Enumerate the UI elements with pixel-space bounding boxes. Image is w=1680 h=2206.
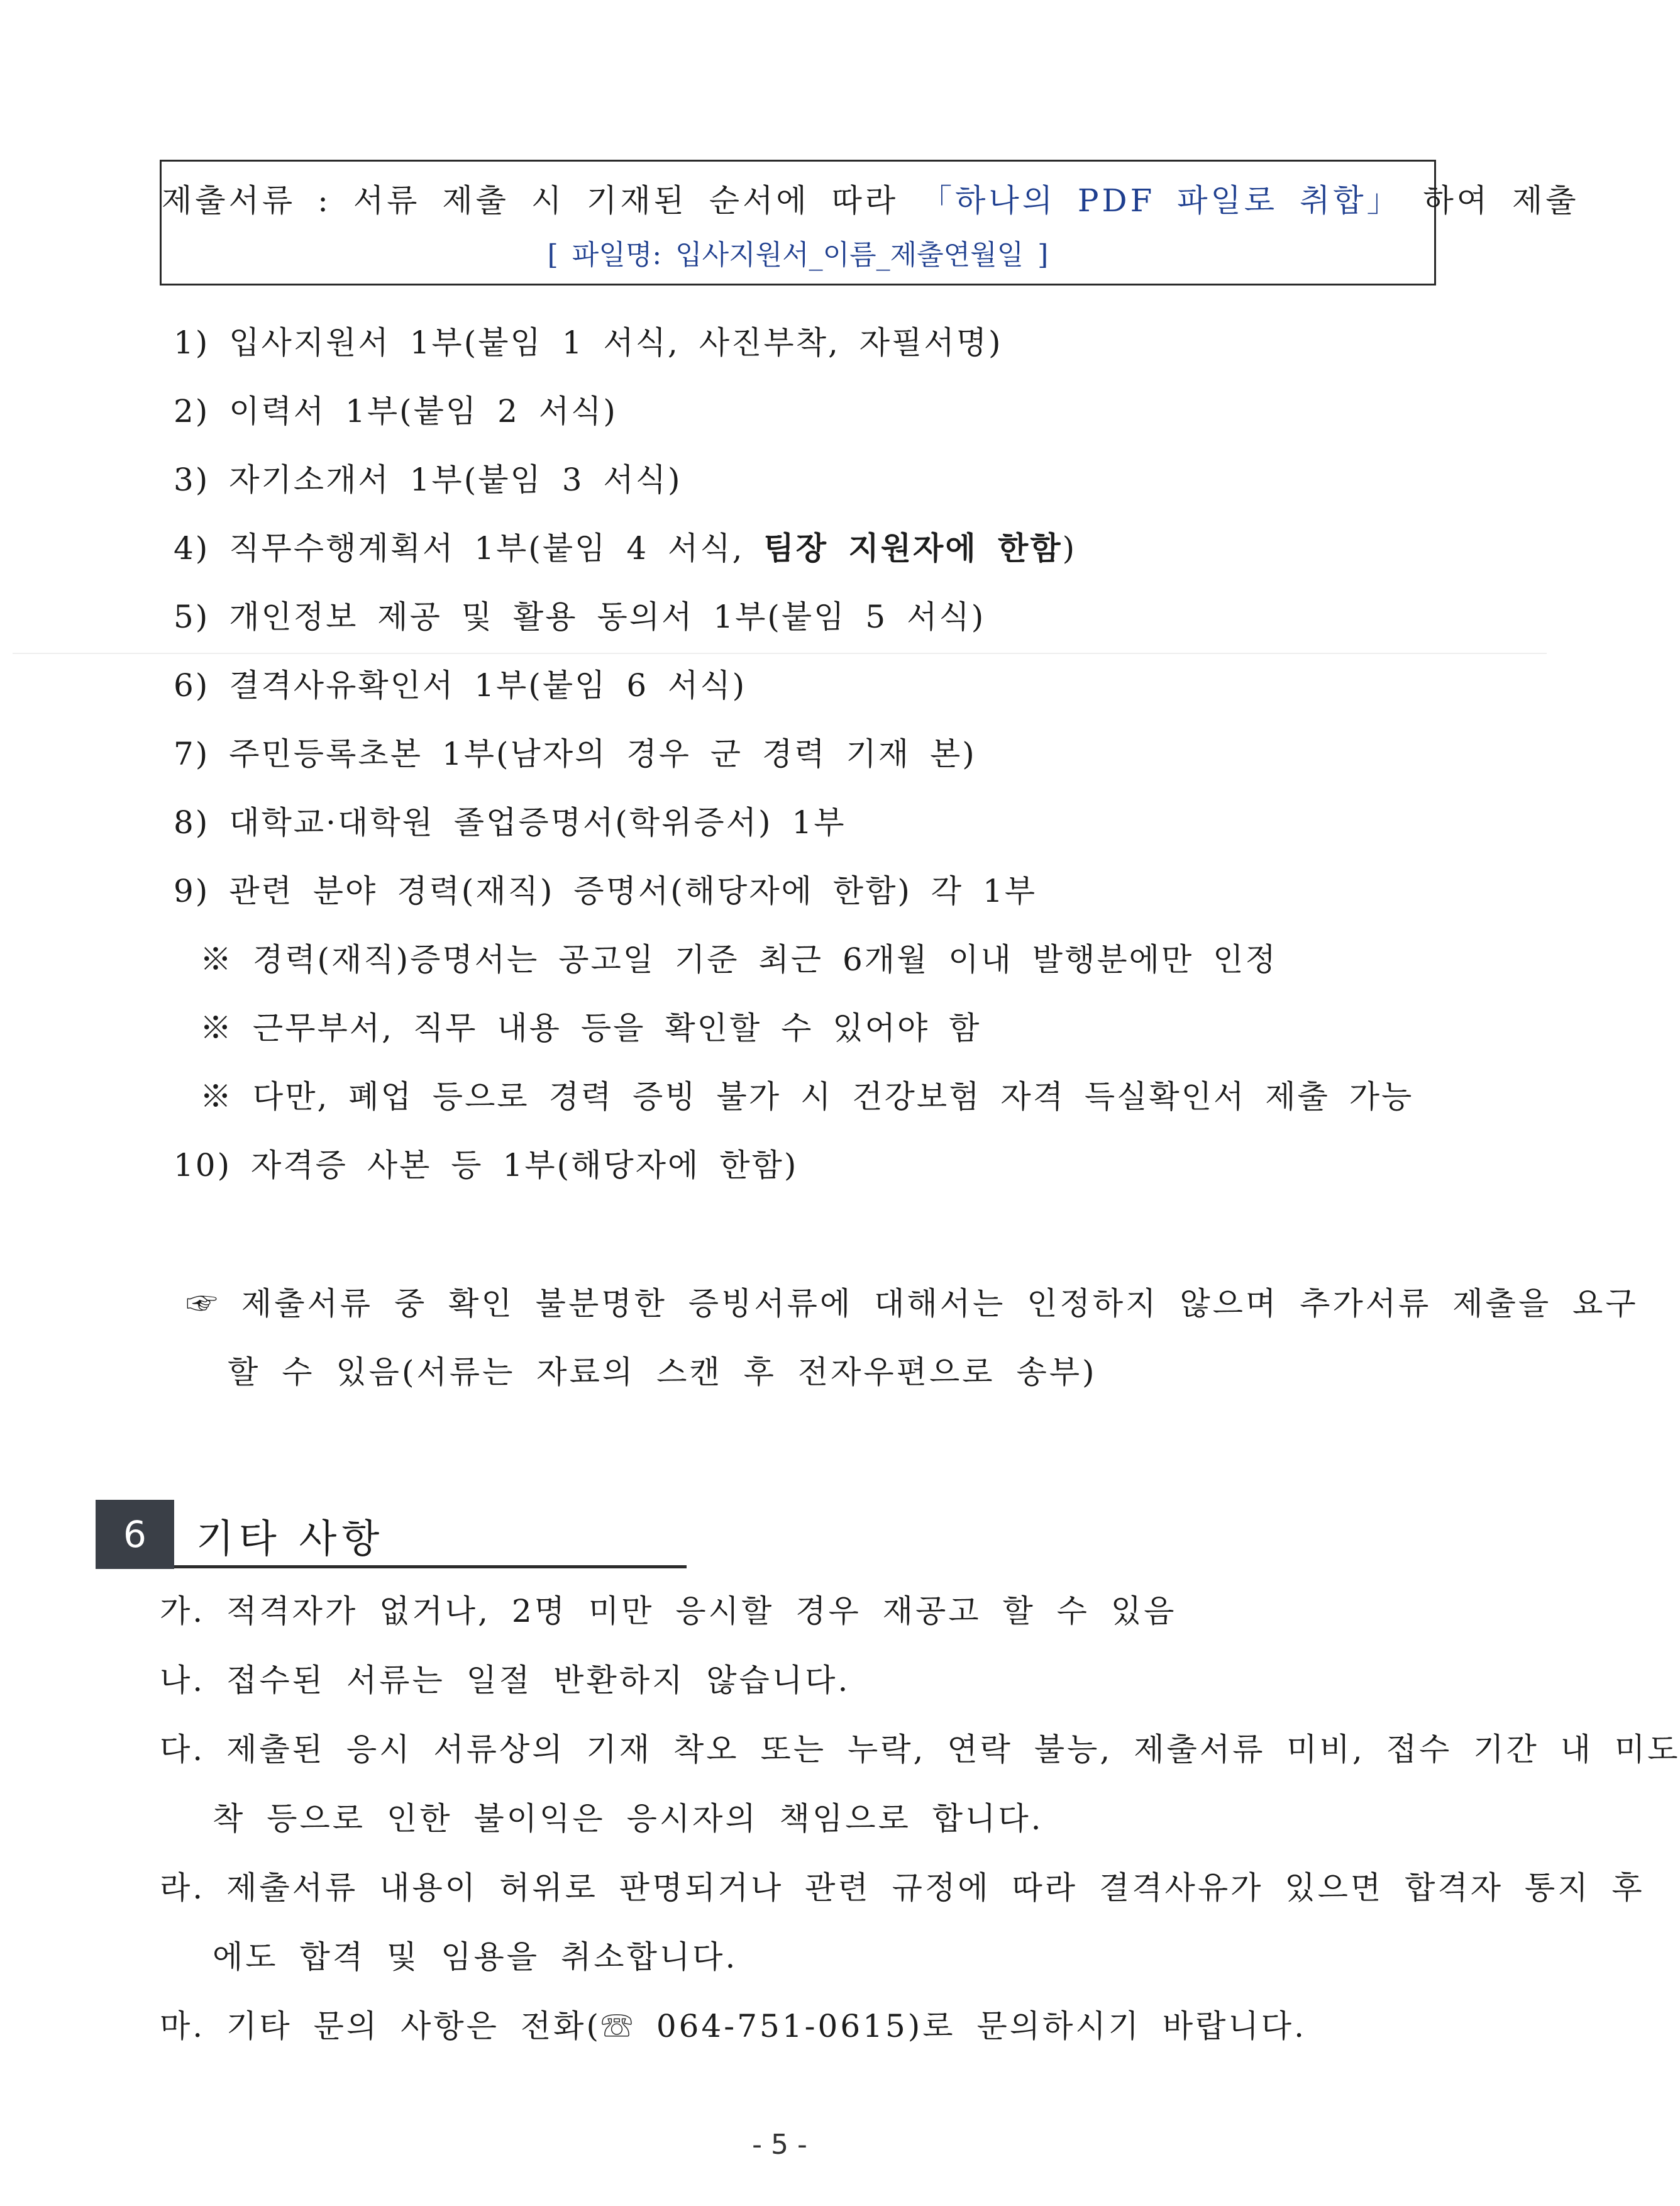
etc-item: 라. 제출서류 내용이 허위로 판명되거나 관련 규정에 따라 결격사유가 있으면 합격자 통지 후 — [160, 1870, 1645, 1906]
list-note: ※ 근무부서, 직무 내용 등을 확인할 수 있어야 함 — [200, 1010, 981, 1046]
list-item — [174, 523, 1076, 568]
list-item: 6) 결격사유확인서 1부(붙임 6 서식) — [174, 667, 747, 704]
list-item: 8) 대학교·대학원 졸업증명서(학위증서) 1부 — [174, 804, 846, 841]
list-note: ※ 다만, 폐업 등으로 경력 증빙 불가 시 건강보험 자격 득실확인서 제출 가능 — [200, 1078, 1414, 1115]
section-title: 기타 사항 — [196, 1516, 385, 1561]
notice-prefix: 제출서류 : 서류 제출 시 기재된 순서에 따라 — [162, 182, 921, 219]
submission-hint-line1: ☞ 제출서류 중 확인 불분명한 증빙서류에 대해서는 인정하지 않으며 추가서류 제출을 요구 — [186, 1285, 1639, 1322]
list-item-text: 4) 직무수행계획서 1부(붙임 4 서식, — [174, 530, 764, 567]
submission-notice-text — [162, 175, 1579, 221]
list-item: 1) 입사지원서 1부(붙임 1 서식, 사진부착, 자필서명) — [174, 324, 1003, 361]
section-underline — [174, 1565, 687, 1568]
filename-rule: [ 파일명: 입사지원서_이름_제출연월일 ] — [547, 239, 1049, 271]
scan-artifact-line — [13, 653, 1547, 654]
etc-item: 가. 적격자가 없거나, 2명 미만 응시할 경우 재공고 할 수 있음 — [160, 1593, 1177, 1629]
list-note: ※ 경력(재직)증명서는 공고일 기준 최근 6개월 이내 발행분에만 인정 — [200, 941, 1278, 978]
etc-item-continuation: 에도 합격 및 임용을 취소합니다. — [213, 1939, 738, 1975]
submission-hint-line2: 할 수 있음(서류는 자료의 스캔 후 전자우편으로 송부) — [228, 1354, 1097, 1390]
etc-item: 마. 기타 문의 사항은 전화(☏ 064-751-0615)로 문의하시기 바랍니다. — [160, 2008, 1307, 2044]
etc-item: 다. 제출된 응시 서류상의 기재 착오 또는 누락, 연락 불능, 제출서류 미비, 접수 기간 내 미도 — [160, 1731, 1680, 1768]
notice-suffix: 하여 제출 — [1401, 182, 1579, 219]
list-item: 7) 주민등록초본 1부(남자의 경우 군 경력 기재 본) — [174, 736, 976, 772]
etc-item: 나. 접수된 서류는 일절 반환하지 않습니다. — [160, 1662, 851, 1699]
list-item: 2) 이력서 1부(붙임 2 서식) — [174, 393, 617, 430]
etc-item-continuation: 착 등으로 인한 불이익은 응시자의 책임으로 합니다. — [213, 1800, 1044, 1837]
section-header — [96, 1500, 687, 1569]
section-number: 6 — [96, 1500, 174, 1569]
list-item: 3) 자기소개서 1부(붙임 3 서식) — [174, 462, 682, 498]
page-number: - 5 - — [752, 2129, 807, 2161]
list-item-emphasis: 팀장 지원자에 한함 — [763, 530, 1063, 567]
list-item: 10) 자격증 사본 등 1부(해당자에 한함) — [174, 1147, 799, 1183]
list-item: 5) 개인정보 제공 및 활용 동의서 1부(붙임 5 서식) — [174, 599, 986, 635]
submission-notice-box — [160, 160, 1579, 285]
list-item-text: ) — [1062, 530, 1077, 567]
list-item: 9) 관련 분야 경력(재직) 증명서(해당자에 한함) 각 1부 — [174, 873, 1037, 909]
notice-highlight: 「하나의 PDF 파일로 취합」 — [920, 182, 1401, 219]
